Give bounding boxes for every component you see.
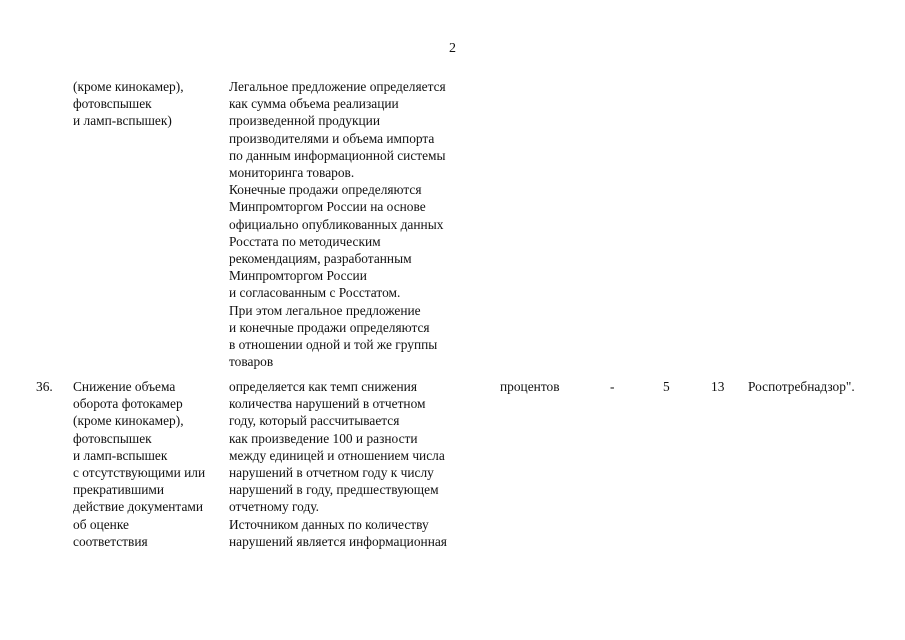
target-value-2: 13 (711, 379, 725, 394)
calculation-method: определяется как темп снижения количества нарушений в отчетном году, который рассчитывается как произведение 100 и разности между единицей и отношением числа нарушений в отчетном году к числу нарушений в году, предшествующем отчетному году. Источником данных по количеству нарушений является информационная (229, 379, 447, 549)
unit-of-measure: процентов (500, 379, 560, 394)
indicator-name: Снижение объема оборота фотокамер (кроме кинокамер), фотовспышек и ламп-вспышек с отсутствующими или прекратившими действие документами об оценке соответствия (73, 379, 206, 549)
row-number: 36. (36, 379, 53, 394)
target-value-1: 5 (663, 379, 670, 394)
continued-indicator-name: (кроме кинокамер), фотовспышек и ламп-вспышек) (73, 79, 184, 129)
base-value: - (610, 379, 615, 394)
page-number: 2 (449, 41, 456, 56)
continued-calculation-method: Легальное предложение определяется как сумма объема реализации произведенной продукции производителями и объема импорта по данным информационной системы мониторинга товаров. Конечные продажи определяются Минпромторгом России на основе официально опубликованных данных Росстата по методическим рекомендациям, разработанным Минпромторгом России и согласованным с Росстатом. При этом легальное предложение и конечные продажи определяются в отношении одной и той же группы товаров (229, 79, 446, 370)
responsible-authority: Роспотребнадзор". (748, 379, 855, 394)
